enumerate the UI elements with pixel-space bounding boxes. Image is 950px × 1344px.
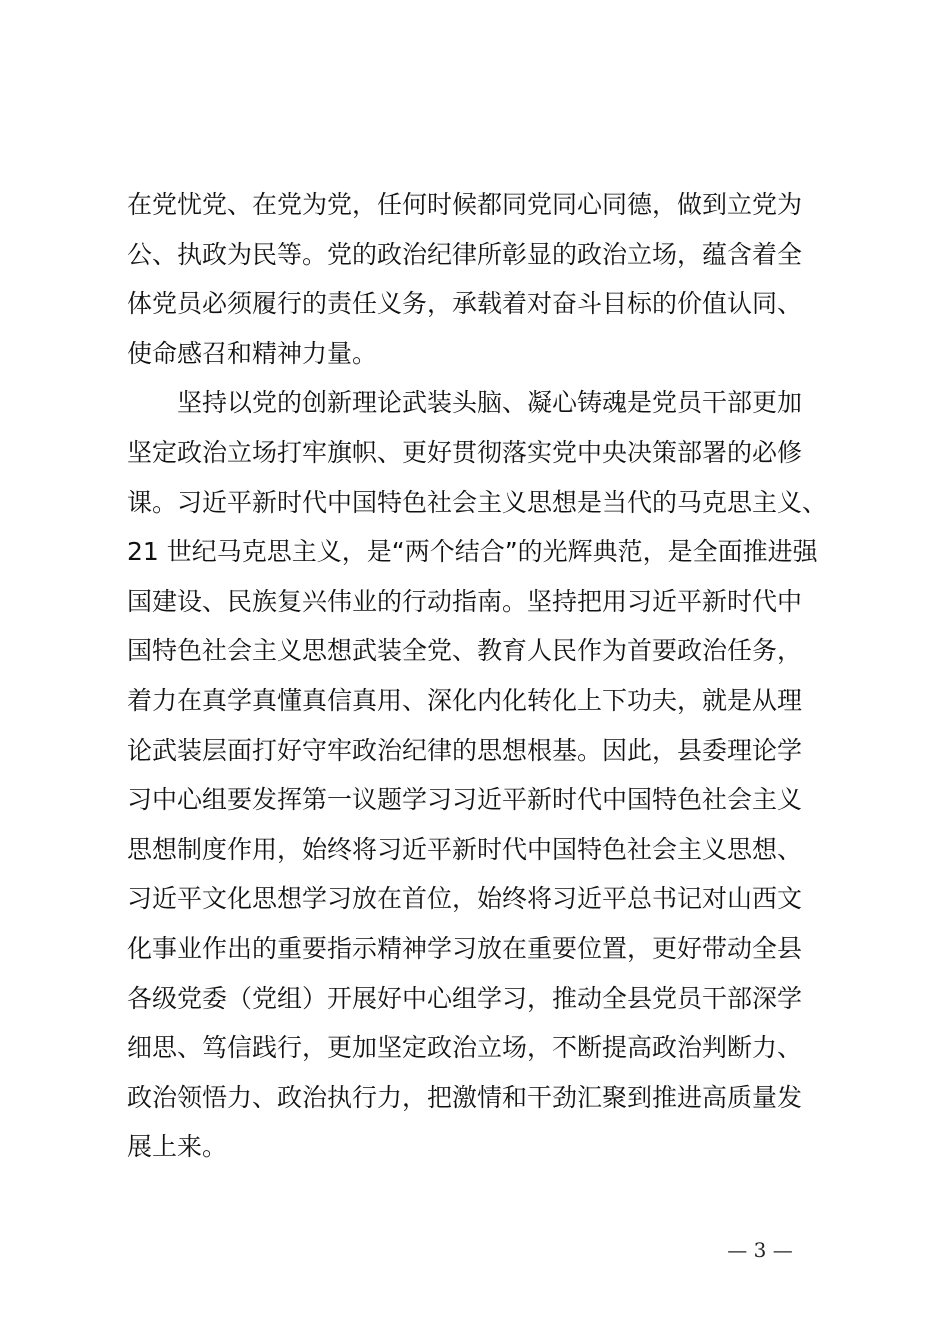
paragraph-first-line: 坚持以党的创新理论武装头脑、凝心铸魂是党员干部更加 <box>177 388 803 418</box>
text-line: 国特色社会主义思想武装全党、教育人民作为首要政治任务， <box>127 636 803 666</box>
text-line: 着力在真学真懂真信真用、深化内化转化上下功夫，就是从理 <box>127 685 803 715</box>
text-line: 习近平文化思想学习放在首位，始终将习近平总书记对山西文 <box>127 884 803 914</box>
body-text <box>127 180 847 1172</box>
text-line: 体党员必须履行的责任义务，承载着对奋斗目标的价值认同、 <box>127 289 803 319</box>
text-line: 各级党委（党组）开展好中心组学习，推动全县党员干部深学 <box>127 983 803 1013</box>
text-line: 思想制度作用，始终将习近平新时代中国特色社会主义思想、 <box>127 834 803 864</box>
text-line: 展上来。 <box>127 1132 228 1162</box>
text-line: 在党忧党、在党为党，任何时候都同党同心同德，做到立党为 <box>127 190 803 219</box>
page-number: — 3 — <box>727 1238 793 1262</box>
text-line: 21 世纪马克思主义，是“两个结合”的光辉典范，是全面推进强 <box>127 537 818 567</box>
text-line: 课。习近平新时代中国特色社会主义思想是当代的马克思主义、 <box>127 487 828 517</box>
text-line: 细思、笃信践行，更加坚定政治立场，不断提高政治判断力、 <box>127 1033 803 1063</box>
text-line: 公、执政为民等。党的政治纪律所彰显的政治立场，蕴含着全 <box>127 239 803 269</box>
text-line: 化事业作出的重要指示精神学习放在重要位置，更好带动全县 <box>127 933 803 963</box>
text-line: 坚定政治立场打牢旗帜、更好贯彻落实党中央决策部署的必修 <box>127 437 803 467</box>
text-line: 论武装层面打好守牢政治纪律的思想根基。因此，县委理论学 <box>127 735 803 765</box>
text-line: 政治领悟力、政治执行力，把激情和干劲汇聚到推进高质量发 <box>127 1082 803 1112</box>
text-line: 使命感召和精神力量。 <box>127 338 378 368</box>
text-line: 国建设、民族复兴伟业的行动指南。坚持把用习近平新时代中 <box>127 586 803 616</box>
text-line: 习中心组要发挥第一议题学习习近平新时代中国特色社会主义 <box>127 785 803 815</box>
